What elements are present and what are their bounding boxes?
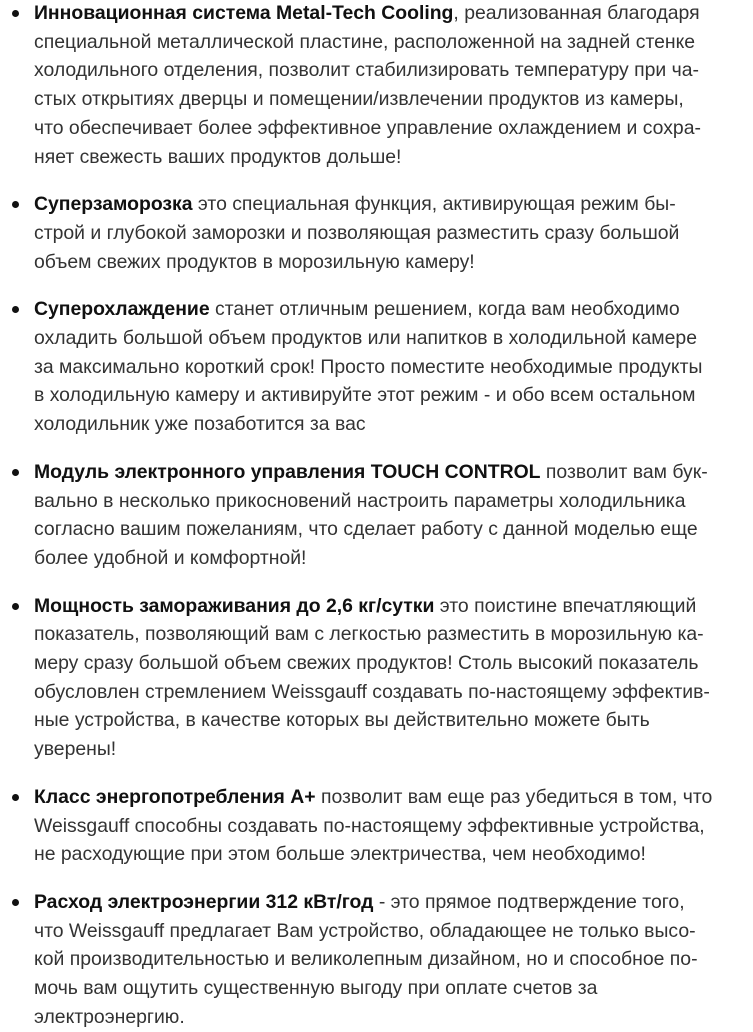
feature-line: холодильник уже позаботится за вас (34, 413, 366, 436)
feature-item-energy-class (0, 783, 753, 869)
feature-line: уверены! (34, 738, 117, 761)
feature-line (34, 295, 745, 324)
feature-line: меру сразу большой объем свежих продуктов! Столь высокий показатель (34, 652, 699, 675)
feature-item-superfreeze (0, 190, 753, 276)
feature-term: Мощность замораживания до 2,6 кг/сутки (34, 594, 435, 617)
feature-line-text: позволит вам бук- (540, 460, 708, 483)
feature-item-energy-consumption (0, 888, 753, 1032)
feature-line (34, 888, 745, 917)
feature-line: обусловлен стремлением Weissgauff создавать по-настоящему эффектив- (34, 680, 710, 703)
feature-term: Модуль электронного управления TOUCH CONTROL (34, 460, 541, 483)
feature-text (34, 295, 745, 439)
feature-text (34, 888, 745, 1032)
feature-text (34, 592, 745, 764)
feature-line: не расходующие при этом больше электричества, чем необходимо! (34, 843, 646, 866)
feature-item-freezing-capacity (0, 592, 753, 764)
feature-text (34, 458, 745, 573)
bullet-icon (12, 794, 19, 801)
feature-line: электроэнергию. (34, 1005, 185, 1028)
feature-line: что Weissgauff предлагает Вам устройство, обладающее не только высо- (34, 919, 696, 942)
feature-line: за максимально короткий срок! Просто поместите необходимые продукты (34, 355, 703, 378)
feature-line: что обеспечивает более эффективное управление охлаждением и сохра- (34, 116, 701, 139)
feature-text (34, 0, 745, 171)
feature-line-text: станет отличным решением, когда вам необходимо (209, 298, 680, 321)
feature-line: объем свежих продуктов в морозильную камеру! (34, 250, 475, 273)
feature-line: в холодильную камеру и активируйте этот режим - и обо всем остальном (34, 384, 696, 407)
feature-line-text: это специальная функция, активирующая режим бы- (192, 193, 676, 216)
feature-term: Инновационная система Metal-Tech Cooling (34, 2, 454, 24)
feature-line-text: это поистине впечатляющий (434, 594, 697, 617)
bullet-icon (12, 603, 19, 610)
bullet-icon (12, 899, 19, 906)
feature-line (34, 458, 745, 487)
feature-term: Суперзаморозка (34, 193, 193, 216)
feature-line: согласно вашим пожеланиям, что сделает работу с данной моделью еще (34, 518, 698, 541)
feature-term: Расход электроэнергии 312 кВт/год (34, 890, 374, 913)
feature-item-touch-control (0, 458, 753, 573)
feature-line-text: - это прямое подтверждение того, (373, 890, 685, 913)
feature-text (34, 190, 745, 276)
feature-item-supercool (0, 295, 753, 439)
feature-line (34, 190, 745, 219)
feature-line: мочь вам ощутить существенную выгоду при оплате счетов за (34, 977, 598, 1000)
feature-line (34, 592, 745, 621)
feature-line (34, 0, 745, 28)
bullet-icon (12, 10, 19, 17)
feature-line: строй и глубокой заморозки и позволяющая разместить сразу большой (34, 221, 680, 244)
feature-line-text: , реализованная благодаря (453, 2, 700, 24)
feature-line: специальной металлической пластине, расположенной на задней стенке (34, 30, 696, 53)
feature-line: холодильного отделения, позволит стабилизировать температуру при ча- (34, 59, 699, 82)
feature-item-metal-tech-cooling (0, 0, 753, 171)
feature-term: Класс энергопотребления A+ (34, 785, 316, 808)
feature-line: вально в несколько прикосновений настроить параметры холодильника (34, 489, 686, 512)
feature-line: кой производительностью и великолепным дизайном, но и способное по- (34, 948, 698, 971)
bullet-icon (12, 469, 19, 476)
bullet-icon (12, 201, 19, 208)
feature-line: стых открытиях дверцы и помещении/извлечении продуктов из камеры, (34, 88, 684, 111)
feature-line: показатель, позволяющий вам с легкостью разместить в морозильную ка- (34, 623, 704, 646)
feature-line: охладить большой объем продуктов или напитков в холодильной камере (34, 327, 697, 350)
feature-line: няет свежесть ваших продуктов дольше! (34, 145, 402, 168)
bullet-icon (12, 306, 19, 313)
feature-line: Weissgauff способны создавать по-настоящему эффективные устройства, (34, 814, 705, 837)
feature-text (34, 783, 745, 869)
feature-line (34, 783, 745, 812)
feature-line: более удобной и комфортной! (34, 546, 307, 569)
feature-line: ные устройства, в качестве которых вы действительно можете быть (34, 709, 650, 732)
feature-term: Суперохлаждение (34, 298, 210, 321)
feature-line-text: позволит вам еще раз убедиться в том, что (315, 785, 713, 808)
